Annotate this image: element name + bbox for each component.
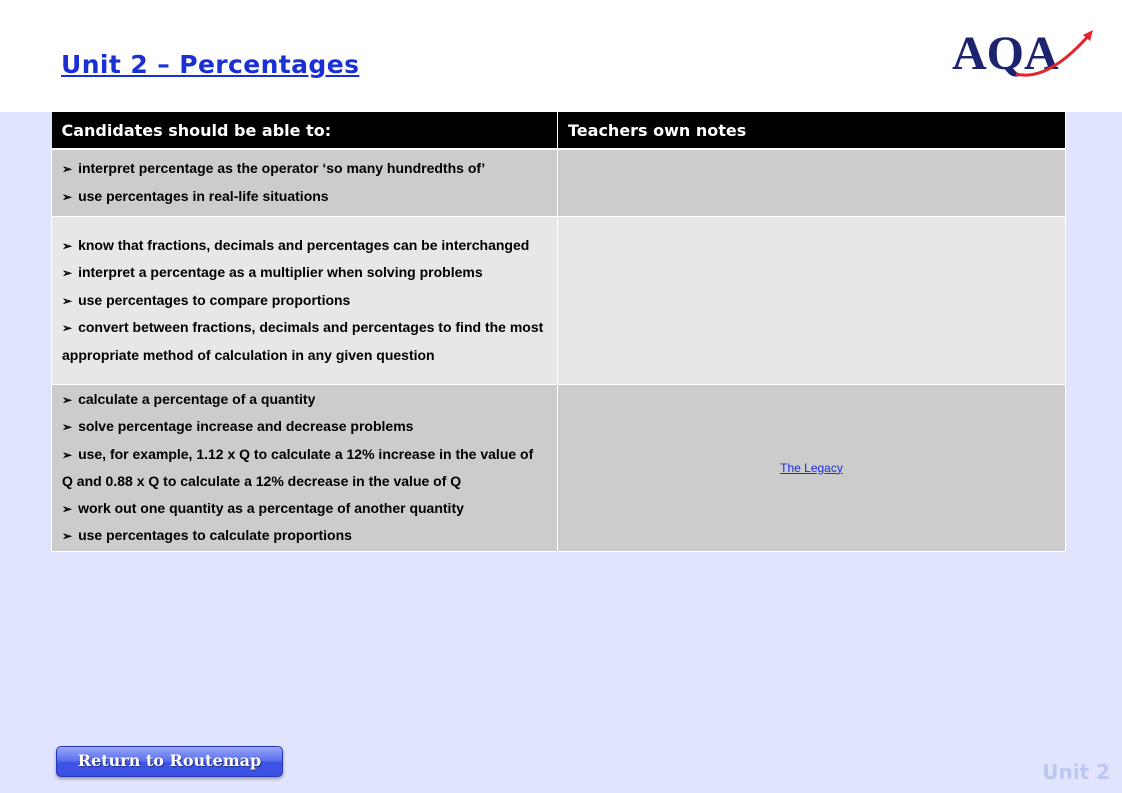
notes-cell[interactable] [558, 216, 1066, 384]
bullet-item: ➢ interpret a percentage as a multiplier when solving problems [62, 259, 547, 287]
logo-text: AQA [952, 27, 1059, 80]
arrow-bullet-icon: ➢ [62, 447, 73, 462]
return-to-routemap-button[interactable]: Return to Routemap [56, 746, 283, 777]
arrow-bullet-icon: ➢ [62, 392, 73, 407]
arrow-bullet-icon: ➢ [62, 321, 73, 336]
arrow-bullet-icon: ➢ [62, 162, 73, 177]
notes-cell[interactable] [558, 149, 1066, 216]
bullet-item: ➢ use, for example, 1.12 x Q to calculate a 12% increase in the value of Q and 0.88 x Q to calculate a 12% decrease in the value of Q [62, 441, 547, 495]
bullet-item: ➢ use percentages in real-life situations [62, 183, 547, 211]
unit-label: Unit 2 [1042, 760, 1110, 784]
skills-cell [52, 384, 558, 551]
page-title[interactable]: Unit 2 – Percentages [61, 50, 360, 79]
the-legacy-link[interactable]: The Legacy [780, 460, 843, 475]
notes-cell [558, 384, 1066, 551]
skills-cell [52, 149, 558, 216]
bullet-item: ➢ solve percentage increase and decrease problems [62, 413, 547, 441]
arrow-bullet-icon: ➢ [62, 266, 73, 281]
arrow-bullet-icon: ➢ [62, 293, 73, 308]
table-row [52, 216, 1066, 384]
arrow-bullet-icon: ➢ [62, 501, 73, 516]
skills-cell [52, 216, 558, 384]
arrow-bullet-icon: ➢ [62, 238, 73, 253]
bullet-item: ➢ convert between fractions, decimals and percentages to find the most appropriate method of calculation in any given question [62, 314, 547, 368]
arrow-bullet-icon: ➢ [62, 189, 73, 204]
table-row [52, 384, 1066, 551]
column-header-candidates: Candidates should be able to: [52, 112, 558, 149]
bullet-item: ➢ use percentages to compare proportions [62, 287, 547, 315]
bullet-item: ➢ use percentages to calculate proportions [62, 522, 547, 550]
column-header-notes: Teachers own notes [558, 112, 1066, 149]
arrow-bullet-icon: ➢ [62, 529, 73, 543]
table-row [52, 149, 1066, 216]
table-header-row [52, 112, 1066, 149]
spec-table [51, 112, 1066, 552]
arrow-bullet-icon: ➢ [62, 420, 73, 434]
bullet-item: ➢ know that fractions, decimals and percentages can be interchanged [62, 232, 547, 260]
aqa-logo [950, 26, 1098, 86]
bullet-item: ➢ calculate a percentage of a quantity [62, 386, 547, 414]
bullet-item: ➢ interpret percentage as the operator ‘so many hundredths of’ [62, 155, 547, 183]
bullet-item: ➢ work out one quantity as a percentage of another quantity [62, 495, 547, 523]
